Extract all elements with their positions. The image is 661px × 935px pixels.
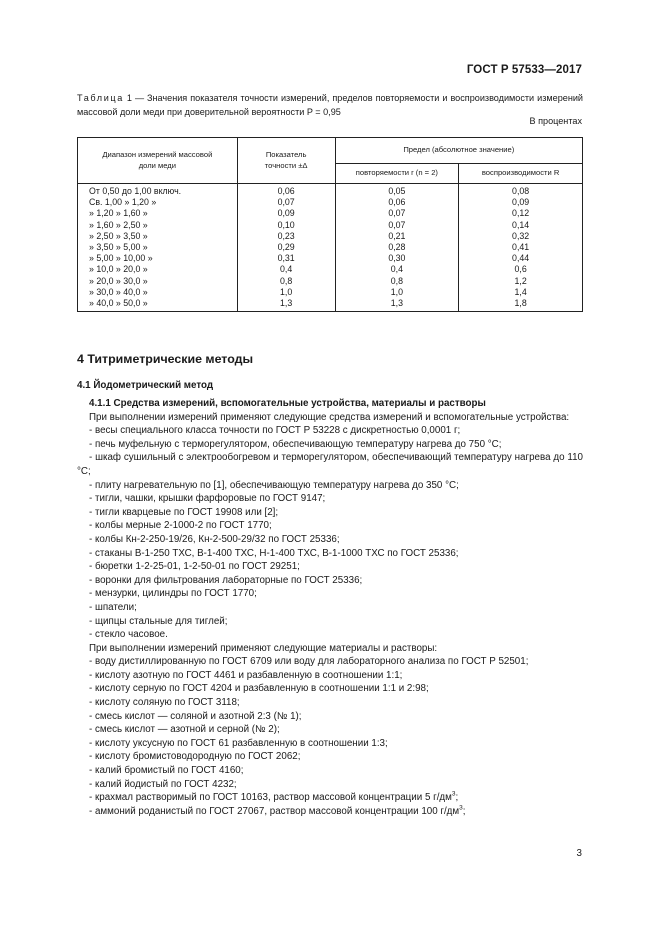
cell-repeatability: 0,06	[335, 197, 459, 208]
table-row	[78, 253, 583, 264]
header-accuracy: Показатель точности ±Δ	[237, 138, 335, 184]
equipment-item: - бюретки 1-2-25-01, 1-2-50-01 по ГОСТ 29251;	[89, 561, 300, 573]
equipment-item: - воронки для фильтрования лабораторные по ГОСТ 25336;	[89, 574, 363, 586]
equipment-item: - шкаф сушильный с электрообогревом и терморегулятором, обеспечивающий температуру нагрева до 110 °С;	[77, 452, 583, 477]
material-item: - кислоту серную по ГОСТ 4204 и разбавленную в соотношении 1:1 и 2:98;	[89, 683, 429, 695]
material-item: - аммоний роданистый по ГОСТ 27067, раствор массовой концентрации 100 $г/дм^3$;	[89, 804, 466, 817]
cell-reproducibility: 0,41	[459, 242, 583, 253]
table-caption-text: 1 — Значения показателя точности измерений, пределов повторяемости и воспроизводимости измерений массовой доли меди при доверительной вероятности P = 0,95	[77, 93, 584, 117]
table-row	[78, 231, 583, 242]
cell-accuracy: 0,10	[237, 220, 335, 231]
cell-accuracy: 0,31	[237, 253, 335, 264]
header-limit: Предел (абсолютное значение)	[335, 138, 582, 164]
subsection-title: 4.1 Йодометрический метод	[77, 380, 214, 391]
table-row	[78, 298, 583, 312]
header-repeatability: повторяемости r (n = 2)	[335, 164, 459, 184]
table-row	[78, 276, 583, 287]
material-item: - кислоту соляную по ГОСТ 3118;	[89, 697, 240, 709]
equipment-item: - колбы Кн-2-250-19/26, Кн-2-500-29/32 по ГОСТ 25336;	[89, 533, 340, 545]
cell-accuracy: 1,3	[237, 298, 335, 312]
equipment-item: - весы специального класса точности по ГОСТ Р 53228 с дискретностью 0,0001 г;	[89, 425, 461, 437]
cell-range: » 5,00 » 10,00 »	[78, 253, 238, 264]
table-row	[78, 287, 583, 298]
materials-intro: При выполнении измерений применяют следующие материалы и растворы:	[89, 642, 438, 654]
equipment-item: - шпатели;	[89, 601, 137, 613]
cell-accuracy: 0,07	[237, 197, 335, 208]
material-item: - смесь кислот — соляной и азотной 2:3 (№ 1);	[89, 710, 302, 722]
cell-range: » 20,0 » 30,0 »	[78, 276, 238, 287]
cell-repeatability: 0,07	[335, 208, 459, 219]
equipment-item: - печь муфельную с терморегулятором, обеспечивающую температуру нагрева до 750 °С;	[89, 438, 502, 450]
table-row	[78, 208, 583, 219]
cell-accuracy: 1,0	[237, 287, 335, 298]
cell-range: » 1,60 » 2,50 »	[78, 220, 238, 231]
cell-range: » 1,20 » 1,60 »	[78, 208, 238, 219]
table-row	[78, 242, 583, 253]
clause-title: 4.1.1 Средства измерений, вспомогательные устройства, материалы и растворы	[89, 398, 486, 409]
header-range: Диапазон измерений массовой доли меди	[78, 138, 238, 184]
cell-accuracy: 0,8	[237, 276, 335, 287]
cell-reproducibility: 1,8	[459, 298, 583, 312]
cell-range: » 30,0 » 40,0 »	[78, 287, 238, 298]
header-reproducibility: воспроизводимости R	[459, 164, 583, 184]
cell-repeatability: 1,3	[335, 298, 459, 312]
cell-repeatability: 0,05	[335, 184, 459, 198]
cell-reproducibility: 1,2	[459, 276, 583, 287]
table-unit-note: В процентах	[529, 116, 582, 126]
material-item: - калий йодистый по ГОСТ 4232;	[89, 778, 237, 790]
cell-range: Св. 1,00 » 1,20 »	[78, 197, 238, 208]
table-caption	[77, 91, 583, 119]
equipment-list	[77, 424, 583, 642]
cell-repeatability: 0,21	[335, 231, 459, 242]
cell-range: От 0,50 до 1,00 включ.	[78, 184, 238, 198]
cell-reproducibility: 1,4	[459, 287, 583, 298]
table-row	[78, 264, 583, 275]
cell-range: » 3,50 » 5,00 »	[78, 242, 238, 253]
cell-reproducibility: 0,09	[459, 197, 583, 208]
equipment-item: - тигли, чашки, крышки фарфоровые по ГОСТ 9147;	[89, 493, 326, 505]
cell-repeatability: 0,8	[335, 276, 459, 287]
material-item: - крахмал растворимый по ГОСТ 10163, раствор массовой концентрации 5 $г/дм^3$;	[89, 790, 459, 804]
clause-intro: При выполнении измерений применяют следующие средства измерений и вспомогательные устройства:	[89, 411, 570, 423]
cell-reproducibility: 0,44	[459, 253, 583, 264]
cell-reproducibility: 0,32	[459, 231, 583, 242]
cell-accuracy: 0,4	[237, 264, 335, 275]
table-row	[78, 220, 583, 231]
equipment-item: - стаканы В-1-250 ТХС, В-1-400 ТХС, Н-1-400 ТХС, В-1-1000 ТХС по ГОСТ 25336;	[89, 547, 459, 559]
cell-reproducibility: 0,14	[459, 220, 583, 231]
page-number: 3	[576, 848, 582, 859]
material-item: - воду дистиллированную по ГОСТ 6709 или воду для лабораторного анализа по ГОСТ Р 52501;	[89, 656, 529, 668]
cell-range: » 10,0 » 20,0 »	[78, 264, 238, 275]
materials-list	[77, 655, 583, 818]
cell-accuracy: 0,06	[237, 184, 335, 198]
equipment-item: - колбы мерные 2-1000-2 по ГОСТ 1770;	[89, 520, 272, 532]
material-item: - кислоту азотную по ГОСТ 4461 и разбавленную в соотношении 1:1;	[89, 669, 403, 681]
material-item: - смесь кислот — азотной и серной (№ 2);	[89, 724, 280, 736]
cell-accuracy: 0,29	[237, 242, 335, 253]
cell-repeatability: 0,4	[335, 264, 459, 275]
table-row	[78, 184, 583, 198]
material-item: - калий бромистый по ГОСТ 4160;	[89, 765, 244, 777]
cell-accuracy: 0,09	[237, 208, 335, 219]
table-row	[78, 197, 583, 208]
equipment-item: - мензурки, цилиндры по ГОСТ 1770;	[89, 588, 257, 600]
cell-repeatability: 0,07	[335, 220, 459, 231]
section-title: 4 Титриметрические методы	[77, 352, 254, 366]
equipment-item: - стекло часовое.	[89, 629, 168, 641]
cell-repeatability: 1,0	[335, 287, 459, 298]
cell-repeatability: 0,28	[335, 242, 459, 253]
clause-body	[77, 397, 583, 818]
cell-accuracy: 0,23	[237, 231, 335, 242]
table-caption-label: Таблица	[77, 93, 124, 103]
cell-reproducibility: 0,12	[459, 208, 583, 219]
material-item: - кислоту уксусную по ГОСТ 61 разбавленную в соотношении 1:3;	[89, 737, 388, 749]
equipment-item: - плиту нагревательную по [1], обеспечивающую температуру нагрева до 350 °С;	[89, 479, 459, 491]
document-header: ГОСТ Р 57533—2017	[466, 64, 582, 76]
equipment-item: - тигли кварцевые по ГОСТ 19908 или [2];	[89, 506, 279, 518]
material-item: - кислоту бромистоводородную по ГОСТ 2062;	[89, 751, 301, 763]
cell-reproducibility: 0,08	[459, 184, 583, 198]
equipment-item: - щипцы стальные для тиглей;	[89, 615, 228, 627]
precision-table	[77, 137, 583, 312]
cell-range: » 40,0 » 50,0 »	[78, 298, 238, 312]
cell-range: » 2,50 » 3,50 »	[78, 231, 238, 242]
cell-reproducibility: 0,6	[459, 264, 583, 275]
cell-repeatability: 0,30	[335, 253, 459, 264]
